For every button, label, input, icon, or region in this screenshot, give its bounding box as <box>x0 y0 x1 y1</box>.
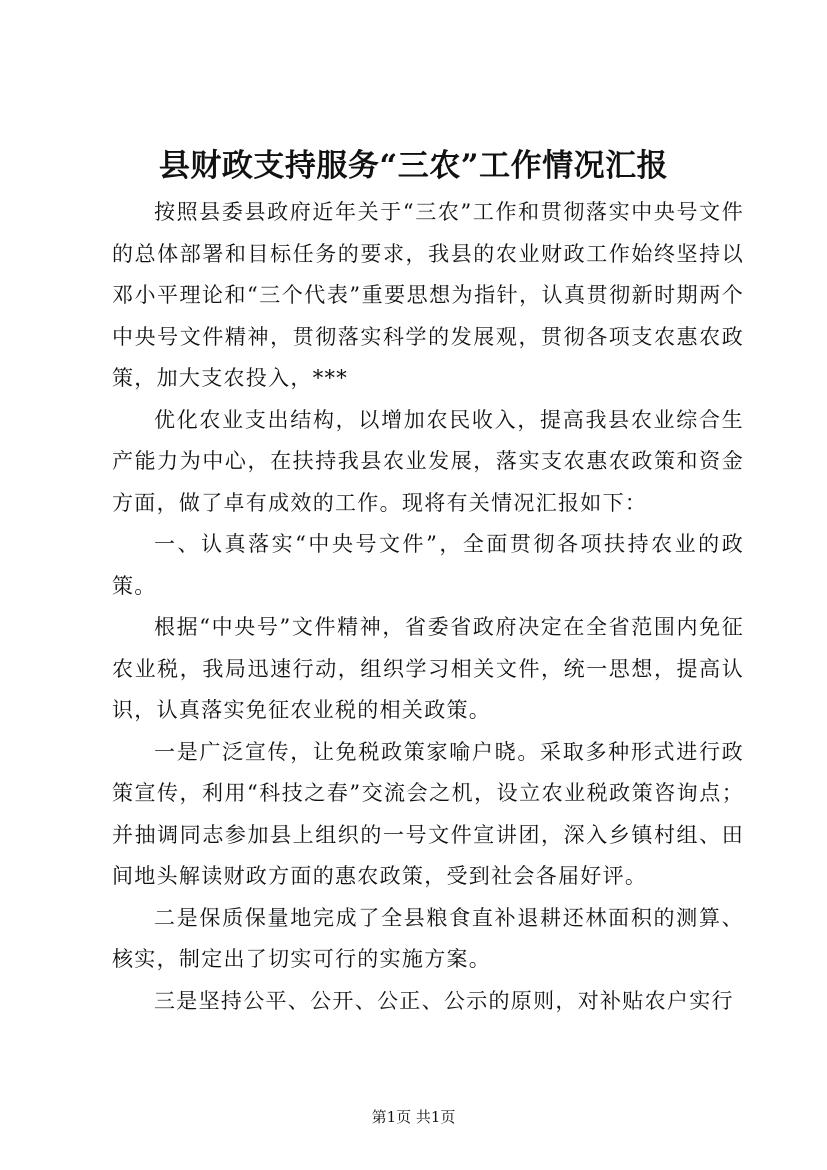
paragraph: 三是坚持公平、公开、公正、公示的原则，对补贴农户实行 <box>154 988 734 1013</box>
paragraph: 优化农业支出结构，以增加农民收入，提高我县农业综合生产能力为中心，在扶持我县农业发展，落实支农惠农政策和资金方面，做了卓有成效的工作。现将有关情况汇报如下： <box>112 407 744 515</box>
paragraph: 按照县委县政府近年关于“三农”工作和贯彻落实中央号文件的总体部署和目标任务的要求，我县的农业财政工作始终坚持以邓小平理论和“三个代表”重要思想为指针，认真贯彻新时期两个中央号文件精神，贯彻落实科学的发展观，贯彻各项支农惠农政策，加大支农投入，*** <box>112 200 744 390</box>
paragraph: 二是保质保量地完成了全县粮食直补退耕还林面积的测算、核实，制定出了切实可行的实施方案。 <box>112 905 744 971</box>
paragraph: 一是广泛宣传，让免税政策家喻户晓。采取多种形式进行政策宣传，利用“科技之春”交流会之机，设立农业税政策咨询点；并抽调同志参加县上组织的一号文件宣讲团，深入乡镇村组、田间地头解读财政方面的惠农政策，受到社会各届好评。 <box>112 739 744 888</box>
page-footer: 第1页 共1页 <box>371 1108 456 1126</box>
paragraph: 一、认真落实“中央号文件”，全面贯彻各项扶持农业的政策。 <box>112 532 744 598</box>
document-title: 县财政支持服务“三农”工作情况汇报 <box>158 148 669 184</box>
document-body <box>112 192 744 1022</box>
paragraph: 根据“中央号”文件精神，省委省政府决定在全省范围内免征农业税，我局迅速行动，组织学习相关文件，统一思想，提高认识，认真落实免征农业税的相关政策。 <box>112 615 744 722</box>
